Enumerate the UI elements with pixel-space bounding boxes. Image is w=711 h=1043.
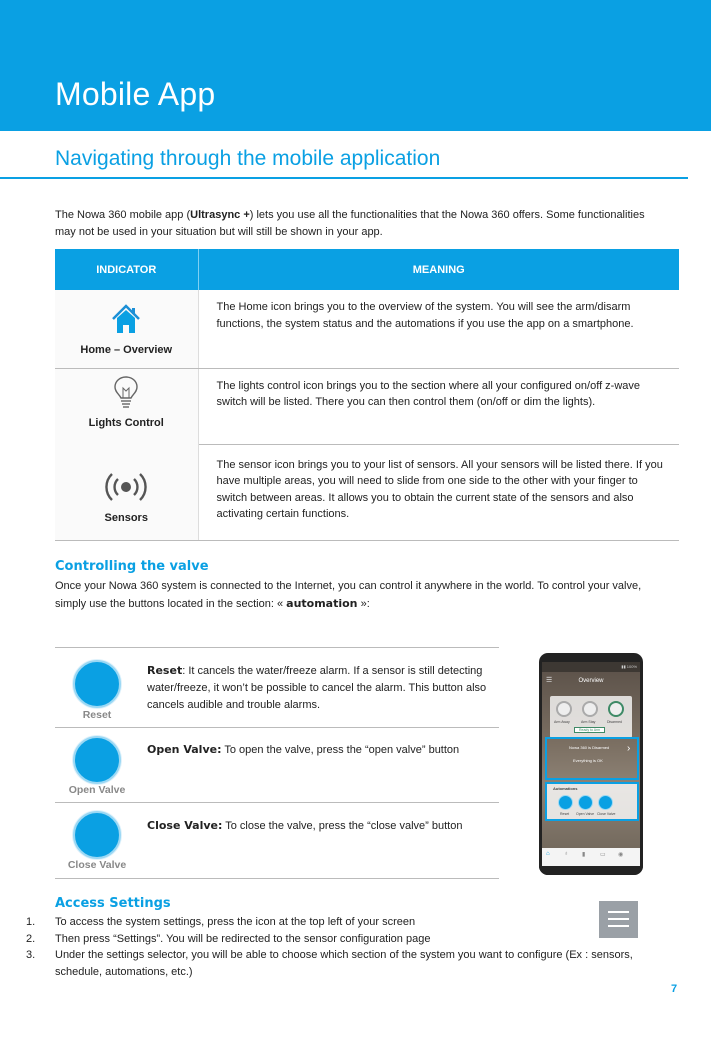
table-row bbox=[55, 290, 679, 368]
phone-menu-icon: ☰ bbox=[546, 677, 553, 684]
open-valve-label: Open Valve bbox=[68, 784, 126, 796]
valve-row-open bbox=[55, 727, 499, 802]
header-banner bbox=[0, 0, 711, 131]
indicator-table bbox=[55, 249, 679, 541]
nav-sensor-icon: ◉ bbox=[618, 852, 624, 858]
phone-status-bar: ▮▮ 100% bbox=[542, 662, 640, 672]
list-item: 3. Under the settings selector, you will be able to choose which section of the system you want to configure (Ex : sensors, schedule, automations, etc.) bbox=[26, 949, 633, 978]
phone-screen bbox=[542, 662, 640, 866]
status-pill: Ready to Arm bbox=[574, 727, 605, 733]
disarmed-icon bbox=[608, 701, 624, 717]
arm-stay-icon bbox=[582, 701, 598, 717]
mode-label: Arm Stay bbox=[581, 720, 596, 724]
phone-status-title: Nowa 360 is Disarmed bbox=[569, 745, 610, 750]
indicator-label: Lights Control bbox=[88, 416, 164, 429]
section-title: Navigating through the mobile application bbox=[55, 147, 441, 170]
settings-steps bbox=[26, 914, 646, 980]
phone-auto-label: Reset bbox=[560, 812, 570, 816]
phone-mode-card bbox=[550, 696, 632, 738]
reset-button[interactable] bbox=[73, 660, 121, 708]
app-name: Ultrasync + bbox=[190, 209, 250, 221]
phone-auto-label: Open Valve bbox=[576, 812, 595, 816]
phone-nav-bar bbox=[542, 848, 640, 866]
close-valve-button[interactable] bbox=[73, 811, 121, 859]
phone-close-valve-button bbox=[598, 795, 613, 810]
nav-camera-icon: ▭ bbox=[600, 852, 606, 858]
valve-heading: Controlling the valve bbox=[55, 559, 209, 574]
indicator-cell bbox=[55, 444, 198, 540]
section-divider bbox=[0, 177, 688, 179]
nav-thermo-icon: ▮ bbox=[582, 852, 586, 858]
reset-label: Reset bbox=[82, 709, 112, 721]
page-title: Mobile App bbox=[55, 76, 216, 112]
open-valve-button[interactable] bbox=[73, 736, 121, 784]
valve-row-close bbox=[55, 802, 499, 879]
meaning-cell: The Home icon brings you to the overview of the system. You will see the arm/disarm functions, the system status and the automations if you use the app on a smartphone. bbox=[198, 290, 679, 368]
mode-label: Disarmed bbox=[607, 720, 622, 724]
phone-screenshot bbox=[539, 653, 643, 875]
list-item: 2. Then press “Settings”. You will be redirected to the sensor configuration page bbox=[26, 932, 431, 945]
indicator-header: INDICATOR bbox=[55, 249, 198, 290]
meaning-header: MEANING bbox=[198, 249, 679, 290]
valve-intro: Once your Nowa 360 system is connected to the Internet, you can control it anywhere in the world. To control your valve, simply use the buttons located in the section: « automation »: bbox=[55, 580, 642, 610]
indicator-cell bbox=[55, 290, 198, 368]
lightbulb-icon bbox=[113, 375, 139, 409]
meaning-cell: The lights control icon brings you to the section where all your configured on/off z-wave switch will be listed. There you can then control them (on/off or dim the lights). bbox=[198, 368, 679, 444]
mode-label: Arm Away bbox=[554, 720, 570, 724]
close-valve-description: Close Valve: To close the valve, press the “close valve” button bbox=[147, 819, 463, 832]
indicator-cell bbox=[55, 368, 198, 444]
nav-home-icon: ⌂ bbox=[546, 851, 550, 857]
list-item: 1. To access the system settings, press the icon at the top left of your screen bbox=[26, 916, 416, 928]
chevron-right-icon: › bbox=[627, 743, 631, 754]
page-number: 7 bbox=[671, 983, 678, 995]
indicator-label: Home – Overview bbox=[80, 344, 173, 356]
table-row bbox=[55, 444, 679, 540]
hamburger-menu-icon bbox=[599, 901, 638, 938]
home-icon bbox=[110, 302, 142, 336]
phone-status-line: Everything is OK bbox=[573, 758, 603, 763]
reset-description: Reset: It cancels the water/freeze alarm. If a sensor is still detecting water/freeze, it won’t be possible to cancel the alarm. This button also cancels audible and trouble alarms. bbox=[147, 664, 487, 711]
phone-title: Overview bbox=[578, 678, 604, 684]
open-valve-description: Open Valve: To open the valve, press the “open valve” button bbox=[147, 743, 460, 756]
settings-heading: Access Settings bbox=[55, 896, 171, 911]
phone-open-valve-button bbox=[578, 795, 593, 810]
automation-keyword: automation bbox=[286, 597, 358, 610]
indicator-label: Sensors bbox=[104, 512, 148, 524]
phone-reset-button bbox=[558, 795, 573, 810]
meaning-cell: The sensor icon brings you to your list of sensors. All your sensors will be listed there. If you have multiple areas, you will need to slide from one side to the other with your finger to switch between areas. It allows you to obtain the current state of the sensors and also activating certain functions. bbox=[198, 444, 679, 540]
phone-automations-label: Automations bbox=[553, 786, 578, 791]
automations-highlight bbox=[545, 782, 639, 821]
arm-away-icon bbox=[556, 701, 572, 717]
intro-paragraph: The Nowa 360 mobile app (Ultrasync +) lets you use all the functionalities that the Nowa 360 offers. Some functionalities may not be used in your situation but will still be shown in your app. bbox=[55, 209, 645, 238]
nav-lightbulb-icon: ♁ bbox=[564, 851, 569, 857]
phone-auto-label: Close Valve bbox=[597, 812, 616, 816]
table-row bbox=[55, 368, 679, 444]
phone-softkeys bbox=[539, 866, 643, 875]
status-highlight bbox=[545, 737, 639, 780]
close-valve-label: Close Valve bbox=[67, 859, 127, 871]
valve-row-reset bbox=[55, 647, 499, 727]
sensor-signal-icon bbox=[104, 472, 148, 502]
